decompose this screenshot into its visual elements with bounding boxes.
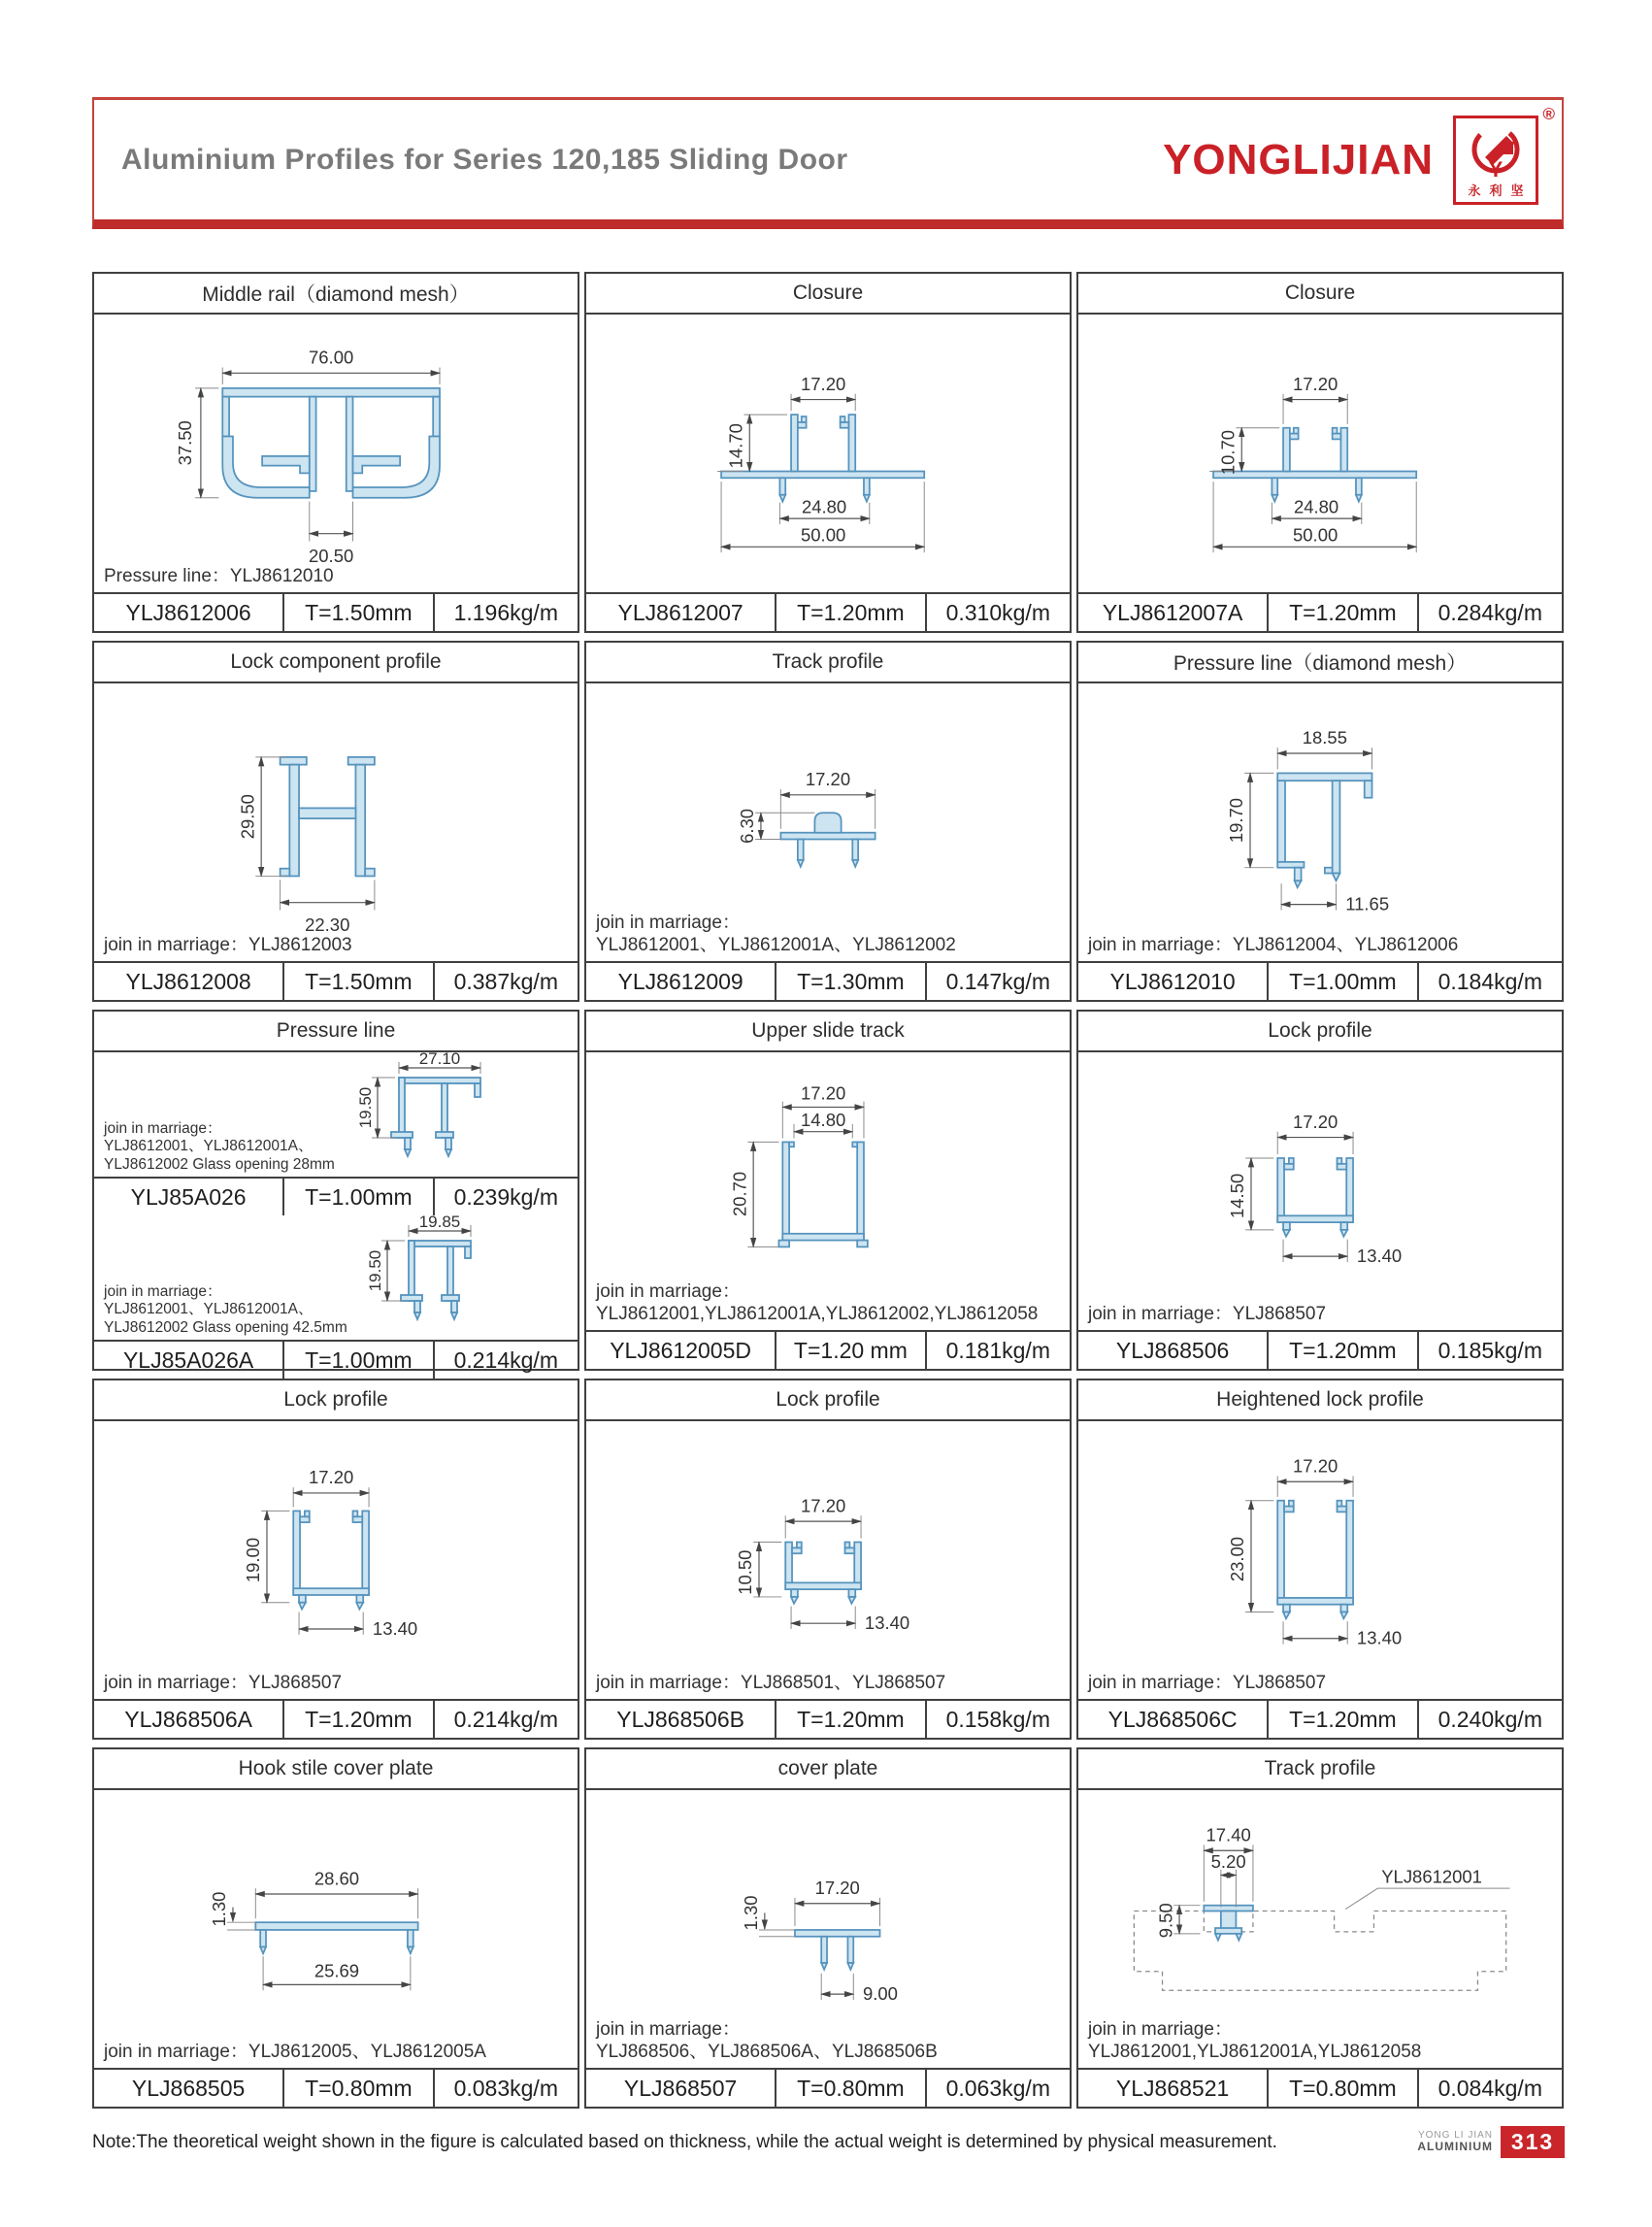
cell-title: Pressure line [94,1012,578,1052]
cell-title: Lock component profile [94,643,578,683]
model-code: YLJ868505 [131,2075,246,2101]
join-in-marriage: join in marriage：YLJ8612003 [104,934,352,955]
ref-profile-label: YLJ8612001 [1381,1866,1482,1887]
cell-drawing-area [1078,1790,1562,2068]
dim-label: 17.20 [801,1495,846,1516]
spec-row [1078,1330,1562,1369]
dim-label: 14.50 [1227,1173,1248,1218]
weight: 0.240kg/m [1417,1701,1562,1738]
cell-drawing-area [94,1215,578,1340]
dim-label: 10.50 [735,1549,756,1595]
cell-title: Lock profile [1078,1012,1562,1052]
join-line: join in marriage： [596,1280,741,1302]
cell-drawing-area [94,1421,578,1699]
spec-row [94,1699,578,1738]
thickness: T=1.00mm [282,1179,432,1215]
dim-label: 9.50 [1155,1903,1176,1939]
page-title: Aluminium Profiles for Series 120,185 Sliding Door [121,143,848,176]
cell-drawing-area [94,683,578,961]
join-line: join in marriage： [104,1120,222,1138]
weight: 0.387kg/m [433,963,578,1000]
spec-row [586,592,1070,631]
spec-row [94,592,578,631]
weight: 0.310kg/m [925,594,1070,631]
brand-chinese: 永利坚 [1468,183,1533,198]
cell-drawing-area [94,1790,578,2068]
join-in-marriage [1088,2018,1421,2063]
dim-label: 13.40 [1356,1627,1403,1648]
spec-row [94,1340,578,1379]
cell-drawing-area [586,1052,1070,1330]
cell-ylj8612009 [584,641,1072,1002]
brand-block [1163,104,1555,205]
thickness: T=1.20 mm [775,1332,924,1369]
dim-label: 13.40 [864,1612,910,1634]
brand-logo [1453,104,1555,205]
weight: 0.083kg/m [433,2070,578,2107]
dim-label: 6.30 [737,808,758,844]
join-in-marriage [104,1120,335,1174]
thickness: T=0.80mm [1267,2070,1416,2107]
weight: 0.147kg/m [925,963,1070,1000]
dim-label: 18.55 [1302,727,1347,748]
dim-label: 20.70 [729,1171,750,1217]
join-line: YLJ8612001、YLJ8612001A、YLJ8612002 [596,934,956,955]
spec-row [1078,2068,1562,2107]
dim-label: 22.30 [305,914,350,935]
dim-label: 9.00 [862,1982,898,2004]
dim-label: 14.70 [725,423,746,469]
dim-label: 28.60 [314,1868,360,1889]
cell-title: cover plate [586,1749,1070,1790]
dim-label: 13.40 [372,1617,418,1639]
spec-row [1078,592,1562,631]
dim-label: 1.30 [209,1891,230,1927]
cell-title: Heightened lock profile [1078,1380,1562,1421]
registered-mark: ® [1542,104,1555,123]
profile-drawing-closure-a [1078,315,1562,592]
join-line: join in marriage： [596,2018,741,2040]
profile-drawing-closure [586,315,1070,592]
cell-drawing-area [94,1052,578,1177]
page-number-badge: 313 [1501,2126,1565,2158]
weight: 0.214kg/m [433,1342,578,1379]
dim-label: 10.70 [1217,429,1239,476]
footer-note: Note:The theoretical weight shown in the figure is calculated based on thickness, while the actual weight is determined by physical measurement. [92,2132,1277,2152]
cell-title: Upper slide track [586,1012,1070,1052]
join-in-marriage: join in marriage：YLJ8612004、YLJ8612006 [1088,934,1459,955]
dim-label: 24.80 [801,496,847,517]
weight: 0.239kg/m [433,1179,578,1215]
dim-label: 17.20 [814,1878,860,1899]
dim-label: 1.30 [741,1895,762,1931]
dim-label: 14.80 [801,1109,846,1130]
cell-title: Closure [1078,274,1562,315]
thickness: T=1.20mm [1267,594,1416,631]
dim-label: 19.00 [243,1537,264,1583]
cell-ylj868506 [1076,1010,1564,1371]
dim-label: 76.00 [309,347,354,368]
thickness: T=0.80mm [775,2070,924,2107]
cell-drawing-area [1078,315,1562,592]
profile-drawing-pressure-line-mesh [1078,683,1562,961]
join-line: YLJ8612002 Glass opening 28mm [104,1155,335,1173]
model-code: YLJ8612006 [125,599,251,625]
brand-name: YONGLIJIAN [1163,135,1434,183]
dim-label: 11.65 [1345,893,1390,914]
profile-drawing-lock-component [94,683,578,961]
dim-label: 17.40 [1206,1824,1251,1845]
cell-drawing-area [94,315,578,592]
weight: 0.181kg/m [925,1332,1070,1369]
brand-logo-icon [1456,120,1536,183]
spec-row [94,961,578,1000]
dim-label: 50.00 [801,524,846,546]
cell-ylj868505 [92,1747,579,2109]
cell-drawing-area [586,1421,1070,1699]
cell-title: Track profile [586,643,1070,683]
cell-ylj8612005d [584,1010,1072,1371]
cell-ylj868506b [584,1379,1072,1740]
page-header [92,97,1564,229]
dim-label: 19.70 [1226,797,1247,844]
join-in-marriage: join in marriage：YLJ868507 [1088,1303,1327,1324]
cell-ylj868521 [1076,1747,1564,2109]
spec-row [94,1177,578,1215]
dim-label: 17.20 [801,1082,846,1104]
spec-row [586,961,1070,1000]
cell-title: Closure [586,274,1070,315]
join-in-marriage: join in marriage：YLJ868507 [104,1672,343,1693]
dim-label: 23.00 [1227,1536,1248,1582]
join-in-marriage: join in marriage：YLJ8612005、YLJ8612005A [104,2041,486,2062]
join-line: YLJ8612001、YLJ8612001A、 [104,1138,314,1155]
cell-ylj868506a [92,1379,579,1740]
weight: 0.284kg/m [1417,594,1562,631]
thickness: T=1.50mm [282,594,432,631]
profile-drawing-lock-profile-b [586,1421,1070,1699]
cell-drawing-area [1078,1052,1562,1330]
weight: 0.158kg/m [925,1701,1070,1738]
model-code: YLJ85A026 [130,1183,247,1210]
join-in-marriage [596,1280,1038,1325]
spec-row [1078,961,1562,1000]
dim-label: 5.20 [1210,1850,1246,1872]
dim-label: 20.50 [309,545,354,566]
spec-row [94,2068,578,2107]
cell-drawing-area [586,315,1070,592]
dim-label: 17.20 [1293,1111,1338,1132]
dim-label: 13.40 [1356,1245,1403,1266]
cell-title: Track profile [1078,1749,1562,1790]
join-in-marriage [104,1283,347,1337]
weight: 0.185kg/m [1417,1332,1562,1369]
dim-label: 29.50 [237,794,258,840]
thickness: T=1.20mm [1267,1701,1416,1738]
dim-label: 17.20 [801,373,846,394]
thickness: T=0.80mm [282,2070,432,2107]
cell-ylj8612008 [92,641,579,1002]
cell-ylj8612010 [1076,641,1564,1002]
dim-label: 27.10 [418,1052,461,1068]
join-in-marriage: join in marriage：YLJ868507 [1088,1672,1327,1693]
dim-label: 19.85 [418,1215,461,1231]
model-code: YLJ868506C [1107,1706,1238,1732]
thickness: T=1.00mm [282,1342,432,1379]
model-code: YLJ8612007 [617,599,743,625]
model-code: YLJ85A026A [122,1346,254,1373]
thickness: T=1.00mm [1267,963,1416,1000]
thickness: T=1.20mm [282,1701,432,1738]
dim-label: 50.00 [1293,524,1338,546]
weight: 0.184kg/m [1417,963,1562,1000]
model-code: YLJ868506 [1115,1337,1230,1363]
dim-label: 19.50 [366,1249,384,1292]
model-code: YLJ868521 [1115,2075,1230,2101]
profile-drawing-lock-profile [1078,1052,1562,1330]
cell-drawing-area [1078,683,1562,961]
cell-ylj868507 [584,1747,1072,2109]
cell-ylj8612007 [584,272,1072,633]
join-in-marriage [596,2018,938,2063]
spec-row [586,2068,1070,2107]
weight: 0.063kg/m [925,2070,1070,2107]
cell-ylj868506c [1076,1379,1564,1740]
weight: 1.196kg/m [433,594,578,631]
dim-label: 19.50 [356,1086,375,1129]
thickness: T=1.20mm [1267,1332,1416,1369]
join-line: YLJ8612001,YLJ8612001A,YLJ8612058 [1088,2041,1422,2062]
thickness: T=1.50mm [282,963,432,1000]
svg-text:Y: Y [1488,156,1503,182]
footer-brand-line2: ALUMINIUM [1417,2140,1493,2153]
join-line: YLJ8612001,YLJ8612001A,YLJ8612002,YLJ8612058 [596,1303,1039,1324]
cell-title: Lock profile [586,1380,1070,1421]
spec-row [586,1699,1070,1738]
dim-label: 17.20 [309,1467,354,1488]
spec-row [586,1330,1070,1369]
join-line: YLJ8612001、YLJ8612001A、 [104,1301,314,1318]
join-line: join in marriage： [104,1283,222,1301]
weight: 0.084kg/m [1417,2070,1562,2107]
cell-title: Hook stile cover plate [94,1749,578,1790]
model-code: YLJ8612009 [617,968,743,994]
footer-brand [1367,2130,1493,2153]
model-code: YLJ8612005D [610,1337,751,1363]
profiles-table [92,272,1564,2109]
profile-drawing-hook-cover-plate [94,1790,578,2068]
dim-label: 17.20 [805,769,851,790]
profile-drawing-lock-profile-a [94,1421,578,1699]
model-code: YLJ8612007A [1102,599,1243,625]
cell-title: Middle rail（diamond mesh） [94,274,578,315]
pressure-line-note: Pressure line：YLJ8612010 [104,565,334,586]
cell-ylj8612007a [1076,272,1564,633]
dim-label: 17.20 [1293,373,1338,394]
dim-label: 25.69 [314,1960,360,1981]
profile-drawing-heightened-lock [1078,1421,1562,1699]
join-line: YLJ868506、YLJ868506A、YLJ868506B [596,2041,938,2062]
dim-label: 24.80 [1293,496,1339,517]
weight: 0.214kg/m [433,1701,578,1738]
footer-brand-line1: YONG LI JIAN [1417,2130,1493,2141]
cell-drawing-area [586,1790,1070,2068]
dim-label: 37.50 [175,420,196,466]
profile-drawing-middle-rail [94,315,578,592]
cell-ylj85a026-group [92,1010,579,1371]
model-code: YLJ868506B [616,1706,744,1732]
thickness: T=1.30mm [775,963,924,1000]
join-line: join in marriage： [596,912,741,933]
cell-ylj8612006 [92,272,579,633]
dim-label: 17.20 [1293,1455,1338,1477]
join-in-marriage: join in marriage：YLJ868501、YLJ868507 [596,1672,946,1693]
model-code: YLJ8612008 [125,968,251,994]
cell-drawing-area [1078,1421,1562,1699]
cell-title: Pressure line（diamond mesh） [1078,643,1562,683]
join-in-marriage [596,912,956,956]
thickness: T=1.20mm [775,1701,924,1738]
spec-row [1078,1699,1562,1738]
model-code: YLJ868507 [623,2075,738,2101]
model-code: YLJ868506A [124,1706,252,1732]
join-line: join in marriage： [1088,2018,1233,2040]
join-line: YLJ8612002 Glass opening 42.5mm [104,1318,347,1336]
model-code: YLJ8612010 [1109,968,1236,994]
thickness: T=1.20mm [775,594,924,631]
cell-drawing-area [586,683,1070,961]
cell-title: Lock profile [94,1380,578,1421]
